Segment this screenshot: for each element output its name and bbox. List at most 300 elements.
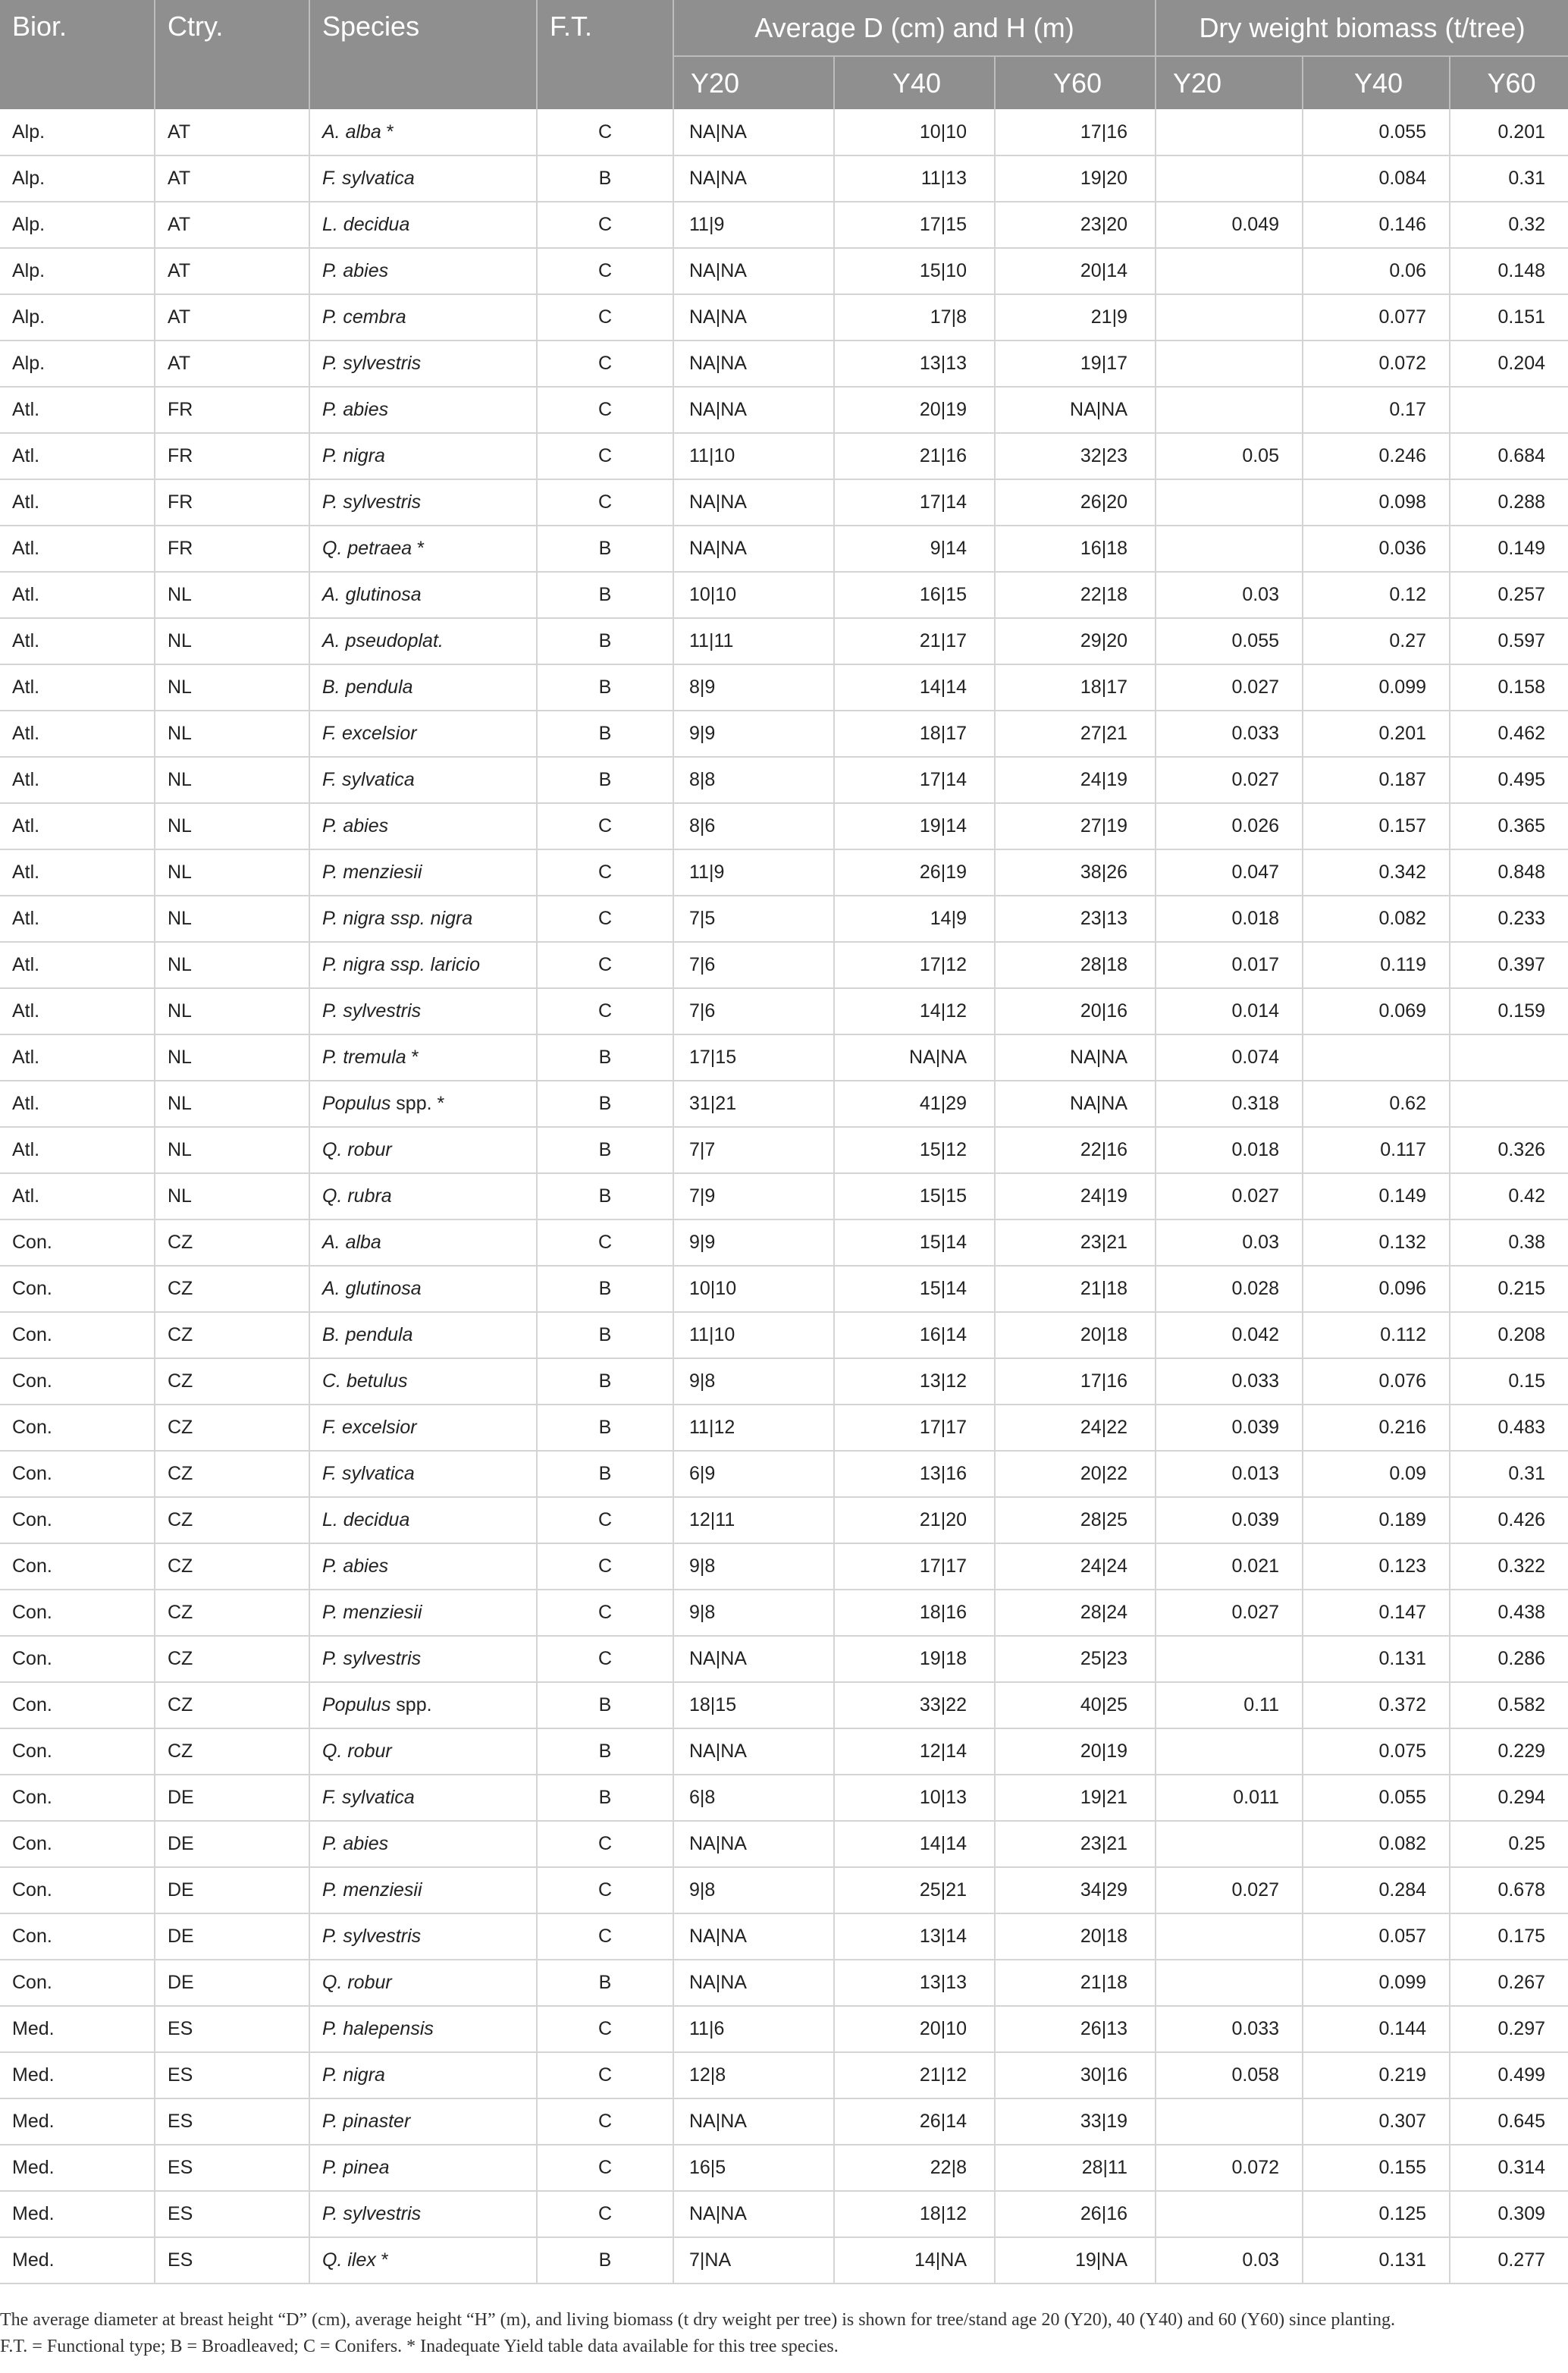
cell-dh-y40: 21|20: [834, 1497, 995, 1543]
cell-dh-y20: 12|8: [673, 2052, 834, 2098]
cell-species: [309, 1127, 537, 1173]
species-name: P. menziesii: [322, 1879, 422, 1901]
table-row: [0, 1682, 1568, 1728]
cell-ft: C: [537, 942, 673, 988]
cell-dh-y60: 28|11: [995, 2145, 1156, 2191]
cell-species: [309, 757, 537, 803]
cell-dh-y40: 13|14: [834, 1913, 995, 1960]
cell-ft: C: [537, 1543, 673, 1590]
table-row: [0, 387, 1568, 433]
species-name: C. betulus: [322, 1370, 408, 1392]
cell-bior: Med.: [0, 2052, 155, 2098]
cell-dh-y60: 24|19: [995, 757, 1156, 803]
table-row: [0, 1590, 1568, 1636]
cell-bm-y20: [1156, 526, 1303, 572]
cell-bm-y20: [1156, 1960, 1303, 2006]
cell-bior: Atl.: [0, 433, 155, 479]
cell-dh-y20: 7|5: [673, 896, 834, 942]
cell-dh-y60: 20|14: [995, 248, 1156, 294]
cell-bior: Con.: [0, 1266, 155, 1312]
cell-bm-y60: 0.159: [1450, 988, 1568, 1034]
cell-dh-y60: 20|16: [995, 988, 1156, 1034]
cell-dh-y20: 9|9: [673, 711, 834, 757]
cell-dh-y60: 21|9: [995, 294, 1156, 341]
cell-bm-y60: 0.322: [1450, 1543, 1568, 1590]
cell-bm-y20: [1156, 2191, 1303, 2237]
species-name: Q. ilex: [322, 2249, 376, 2271]
table-row: [0, 1219, 1568, 1266]
cell-dh-y20: 9|8: [673, 1867, 834, 1913]
cell-dh-y40: 14|9: [834, 896, 995, 942]
cell-dh-y40: 9|14: [834, 526, 995, 572]
cell-bior: Con.: [0, 1728, 155, 1775]
cell-bm-y40: 0.082: [1303, 1821, 1450, 1867]
cell-ctry: NL: [155, 1173, 309, 1219]
cell-ctry: ES: [155, 2006, 309, 2052]
col-header-dh-y60: Y60: [995, 56, 1156, 109]
cell-dh-y40: 15|15: [834, 1173, 995, 1219]
cell-bm-y60: 0.365: [1450, 803, 1568, 849]
cell-bm-y20: [1156, 341, 1303, 387]
table-row: [0, 155, 1568, 202]
cell-bior: Atl.: [0, 988, 155, 1034]
cell-bm-y20: 0.03: [1156, 1219, 1303, 1266]
table-row: [0, 2052, 1568, 2098]
cell-bm-y60: 0.15: [1450, 1358, 1568, 1405]
cell-species: [309, 2191, 537, 2237]
cell-species: [309, 664, 537, 711]
cell-ctry: ES: [155, 2237, 309, 2284]
cell-ctry: NL: [155, 942, 309, 988]
cell-bm-y40: 0.284: [1303, 1867, 1450, 1913]
cell-bm-y60: 0.175: [1450, 1913, 1568, 1960]
table-row: [0, 988, 1568, 1034]
cell-bm-y20: 0.027: [1156, 1867, 1303, 1913]
cell-bior: Alp.: [0, 341, 155, 387]
cell-dh-y60: NA|NA: [995, 387, 1156, 433]
cell-bm-y20: 0.027: [1156, 1590, 1303, 1636]
species-name: A. alba: [322, 121, 381, 143]
cell-ctry: CZ: [155, 1636, 309, 1682]
cell-ft: C: [537, 1497, 673, 1543]
cell-dh-y20: 16|5: [673, 2145, 834, 2191]
cell-species: [309, 1543, 537, 1590]
species-name: Q. robur: [322, 1972, 392, 1993]
cell-bm-y20: [1156, 1821, 1303, 1867]
cell-species: [309, 1682, 537, 1728]
cell-dh-y20: 11|9: [673, 849, 834, 896]
cell-dh-y60: 20|19: [995, 1728, 1156, 1775]
cell-species: [309, 294, 537, 341]
cell-bm-y20: 0.03: [1156, 572, 1303, 618]
col-header-bm-y60: Y60: [1450, 56, 1568, 109]
cell-species: [309, 2006, 537, 2052]
cell-bior: Alp.: [0, 155, 155, 202]
cell-ctry: NL: [155, 1127, 309, 1173]
cell-bior: Alp.: [0, 248, 155, 294]
cell-dh-y40: 19|14: [834, 803, 995, 849]
cell-bm-y20: [1156, 1728, 1303, 1775]
cell-dh-y20: 6|9: [673, 1451, 834, 1497]
cell-bm-y40: 0.155: [1303, 2145, 1450, 2191]
cell-ctry: ES: [155, 2098, 309, 2145]
cell-dh-y40: 16|14: [834, 1312, 995, 1358]
cell-dh-y40: 13|12: [834, 1358, 995, 1405]
cell-bior: Con.: [0, 1358, 155, 1405]
cell-bm-y60: 0.151: [1450, 294, 1568, 341]
cell-bm-y60: 0.397: [1450, 942, 1568, 988]
cell-dh-y20: 9|9: [673, 1219, 834, 1266]
table-row: [0, 2006, 1568, 2052]
table-row: [0, 942, 1568, 988]
cell-species: [309, 1034, 537, 1081]
cell-dh-y40: 26|19: [834, 849, 995, 896]
cell-dh-y60: 20|18: [995, 1312, 1156, 1358]
cell-species: [309, 849, 537, 896]
cell-dh-y40: 17|15: [834, 202, 995, 248]
cell-bm-y40: 0.082: [1303, 896, 1450, 942]
cell-dh-y60: 17|16: [995, 109, 1156, 155]
cell-bm-y40: 0.09: [1303, 1451, 1450, 1497]
cell-ft: C: [537, 1913, 673, 1960]
cell-dh-y40: 18|17: [834, 711, 995, 757]
cell-bm-y20: 0.05: [1156, 433, 1303, 479]
cell-dh-y40: 17|17: [834, 1543, 995, 1590]
cell-species: [309, 1775, 537, 1821]
cell-bior: Atl.: [0, 1127, 155, 1173]
cell-bior: Atl.: [0, 896, 155, 942]
cell-ctry: NL: [155, 618, 309, 664]
col-header-dh-y20: Y20: [673, 56, 834, 109]
cell-dh-y40: 15|14: [834, 1266, 995, 1312]
cell-bm-y60: 0.597: [1450, 618, 1568, 664]
cell-bm-y20: [1156, 1636, 1303, 1682]
cell-ctry: DE: [155, 1775, 309, 1821]
species-name: P. sylvestris: [322, 353, 422, 374]
cell-species: [309, 1173, 537, 1219]
cell-ft: C: [537, 2006, 673, 2052]
cell-species: [309, 1636, 537, 1682]
cell-ft: C: [537, 1867, 673, 1913]
cell-dh-y20: 7|6: [673, 988, 834, 1034]
cell-dh-y60: 26|20: [995, 479, 1156, 526]
table-row: [0, 1173, 1568, 1219]
cell-bior: Con.: [0, 1451, 155, 1497]
cell-species: [309, 1821, 537, 1867]
table-row: [0, 1451, 1568, 1497]
cell-bm-y20: 0.021: [1156, 1543, 1303, 1590]
cell-ft: B: [537, 1358, 673, 1405]
cell-dh-y20: NA|NA: [673, 387, 834, 433]
species-name: A. alba: [322, 1232, 381, 1253]
cell-dh-y20: 6|8: [673, 1775, 834, 1821]
species-name: P. halepensis: [322, 2018, 434, 2039]
cell-species: [309, 1266, 537, 1312]
cell-bior: Con.: [0, 1960, 155, 2006]
cell-ctry: DE: [155, 1821, 309, 1867]
cell-bm-y60: 0.848: [1450, 849, 1568, 896]
cell-ctry: FR: [155, 526, 309, 572]
cell-bm-y60: 0.229: [1450, 1728, 1568, 1775]
cell-ft: B: [537, 1405, 673, 1451]
cell-dh-y60: 24|19: [995, 1173, 1156, 1219]
cell-bm-y20: 0.074: [1156, 1034, 1303, 1081]
cell-dh-y20: NA|NA: [673, 526, 834, 572]
cell-dh-y20: NA|NA: [673, 341, 834, 387]
cell-bior: Alp.: [0, 294, 155, 341]
cell-bm-y60: 0.32: [1450, 202, 1568, 248]
cell-dh-y20: NA|NA: [673, 1960, 834, 2006]
cell-ft: B: [537, 1451, 673, 1497]
cell-ctry: NL: [155, 757, 309, 803]
col-group-dh: Average D (cm) and H (m): [673, 0, 1156, 56]
cell-bm-y40: 0.17: [1303, 387, 1450, 433]
cell-bm-y20: 0.033: [1156, 2006, 1303, 2052]
cell-species: [309, 896, 537, 942]
species-name: Q. rubra: [322, 1185, 392, 1207]
cell-bm-y40: 0.147: [1303, 1590, 1450, 1636]
cell-bm-y40: 0.123: [1303, 1543, 1450, 1590]
cell-dh-y20: 9|8: [673, 1543, 834, 1590]
cell-dh-y20: NA|NA: [673, 479, 834, 526]
cell-ft: C: [537, 1821, 673, 1867]
table-row: [0, 1405, 1568, 1451]
species-name: P. abies: [322, 260, 389, 281]
cell-bior: Con.: [0, 1219, 155, 1266]
cell-ctry: DE: [155, 1960, 309, 2006]
cell-bior: Con.: [0, 1497, 155, 1543]
table-row: [0, 1358, 1568, 1405]
cell-dh-y40: 21|12: [834, 2052, 995, 2098]
table-row: [0, 248, 1568, 294]
cell-bm-y60: [1450, 1034, 1568, 1081]
cell-dh-y40: 21|17: [834, 618, 995, 664]
cell-bm-y20: 0.027: [1156, 1173, 1303, 1219]
cell-ctry: ES: [155, 2052, 309, 2098]
cell-bm-y60: 0.426: [1450, 1497, 1568, 1543]
cell-bm-y60: 0.31: [1450, 1451, 1568, 1497]
table-row: [0, 109, 1568, 155]
cell-ft: B: [537, 711, 673, 757]
cell-ctry: AT: [155, 155, 309, 202]
cell-ctry: DE: [155, 1867, 309, 1913]
cell-bm-y20: 0.042: [1156, 1312, 1303, 1358]
table-row: [0, 1636, 1568, 1682]
cell-ft: C: [537, 433, 673, 479]
species-note: *: [381, 121, 394, 143]
cell-bm-y20: 0.049: [1156, 202, 1303, 248]
cell-bm-y60: 0.31: [1450, 155, 1568, 202]
cell-bm-y60: 0.201: [1450, 109, 1568, 155]
cell-dh-y40: 14|14: [834, 1821, 995, 1867]
cell-species: [309, 479, 537, 526]
cell-species: [309, 155, 537, 202]
cell-dh-y60: 26|16: [995, 2191, 1156, 2237]
cell-species: [309, 1081, 537, 1127]
cell-bm-y60: 0.158: [1450, 664, 1568, 711]
species-name: B. pendula: [322, 1324, 413, 1345]
cell-bm-y40: 0.149: [1303, 1173, 1450, 1219]
cell-bm-y20: 0.11: [1156, 1682, 1303, 1728]
table-row: [0, 711, 1568, 757]
cell-bm-y20: [1156, 109, 1303, 155]
col-header-bm-y40: Y40: [1303, 56, 1450, 109]
cell-bm-y20: 0.018: [1156, 896, 1303, 942]
cell-ft: B: [537, 1173, 673, 1219]
table-row: [0, 1728, 1568, 1775]
species-name: A. pseudoplat.: [322, 630, 444, 651]
cell-bm-y60: 0.257: [1450, 572, 1568, 618]
cell-bm-y40: 0.055: [1303, 1775, 1450, 1821]
cell-ft: C: [537, 341, 673, 387]
cell-bm-y40: 0.307: [1303, 2098, 1450, 2145]
cell-dh-y20: 8|9: [673, 664, 834, 711]
cell-bior: Atl.: [0, 849, 155, 896]
cell-ctry: AT: [155, 202, 309, 248]
cell-bm-y40: 0.057: [1303, 1913, 1450, 1960]
cell-bior: Con.: [0, 1636, 155, 1682]
table-row: [0, 2191, 1568, 2237]
cell-ctry: CZ: [155, 1405, 309, 1451]
cell-species: [309, 1497, 537, 1543]
table-row: [0, 757, 1568, 803]
cell-bior: Med.: [0, 2237, 155, 2284]
cell-dh-y40: 15|10: [834, 248, 995, 294]
cell-species: [309, 2145, 537, 2191]
cell-dh-y40: 21|16: [834, 433, 995, 479]
cell-dh-y60: 23|13: [995, 896, 1156, 942]
cell-bior: Atl.: [0, 711, 155, 757]
cell-bm-y40: 0.12: [1303, 572, 1450, 618]
cell-bm-y60: 0.286: [1450, 1636, 1568, 1682]
col-header-dh-y40: Y40: [834, 56, 995, 109]
cell-dh-y20: 10|10: [673, 572, 834, 618]
species-name: P. nigra ssp. laricio: [322, 954, 480, 975]
col-header-ctry: Ctry.: [155, 0, 309, 109]
cell-bm-y60: 0.38: [1450, 1219, 1568, 1266]
cell-bm-y40: 0.219: [1303, 2052, 1450, 2098]
cell-dh-y60: 22|18: [995, 572, 1156, 618]
cell-dh-y20: NA|NA: [673, 2191, 834, 2237]
cell-dh-y40: 17|14: [834, 479, 995, 526]
col-header-bm-y20: Y20: [1156, 56, 1303, 109]
cell-ft: B: [537, 1127, 673, 1173]
species-name: P. pinea: [322, 2157, 390, 2178]
cell-bm-y20: [1156, 248, 1303, 294]
cell-dh-y60: 27|21: [995, 711, 1156, 757]
cell-dh-y40: 12|14: [834, 1728, 995, 1775]
cell-dh-y60: 17|16: [995, 1358, 1156, 1405]
cell-bm-y20: 0.072: [1156, 2145, 1303, 2191]
cell-ft: C: [537, 479, 673, 526]
cell-ctry: NL: [155, 572, 309, 618]
cell-ctry: NL: [155, 849, 309, 896]
cell-dh-y40: 13|13: [834, 341, 995, 387]
cell-species: [309, 202, 537, 248]
cell-bm-y60: 0.684: [1450, 433, 1568, 479]
cell-species: [309, 109, 537, 155]
cell-species: [309, 2098, 537, 2145]
cell-bm-y60: 0.208: [1450, 1312, 1568, 1358]
cell-bm-y20: 0.318: [1156, 1081, 1303, 1127]
cell-dh-y40: 25|21: [834, 1867, 995, 1913]
cell-dh-y40: 18|12: [834, 2191, 995, 2237]
cell-bm-y60: 0.25: [1450, 1821, 1568, 1867]
species-name: Q. robur: [322, 1139, 392, 1160]
table-row: [0, 618, 1568, 664]
cell-species: [309, 1960, 537, 2006]
cell-bm-y60: 0.148: [1450, 248, 1568, 294]
cell-bm-y60: 0.309: [1450, 2191, 1568, 2237]
species-name: F. excelsior: [322, 723, 417, 744]
cell-bm-y60: 0.326: [1450, 1127, 1568, 1173]
cell-dh-y60: 19|17: [995, 341, 1156, 387]
table-row: [0, 1081, 1568, 1127]
species-name: P. nigra ssp. nigra: [322, 908, 473, 929]
cell-bm-y20: 0.018: [1156, 1127, 1303, 1173]
cell-ctry: AT: [155, 109, 309, 155]
cell-bior: Atl.: [0, 572, 155, 618]
cell-ctry: CZ: [155, 1219, 309, 1266]
species-name: F. sylvatica: [322, 1463, 415, 1484]
cell-species: [309, 803, 537, 849]
cell-dh-y40: 14|14: [834, 664, 995, 711]
species-name: P. nigra: [322, 445, 385, 466]
cell-ctry: FR: [155, 387, 309, 433]
cell-dh-y20: 9|8: [673, 1358, 834, 1405]
cell-dh-y20: 9|8: [673, 1590, 834, 1636]
cell-bm-y60: 0.277: [1450, 2237, 1568, 2284]
cell-ctry: CZ: [155, 1358, 309, 1405]
cell-ctry: FR: [155, 479, 309, 526]
table-row: [0, 896, 1568, 942]
cell-dh-y60: 24|22: [995, 1405, 1156, 1451]
cell-ctry: CZ: [155, 1451, 309, 1497]
cell-bm-y60: 0.314: [1450, 2145, 1568, 2191]
species-name: Q. robur: [322, 1741, 392, 1762]
cell-bm-y60: 0.499: [1450, 2052, 1568, 2098]
cell-bm-y40: 0.216: [1303, 1405, 1450, 1451]
species-name: P. sylvestris: [322, 1000, 422, 1022]
species-name: F. sylvatica: [322, 168, 415, 189]
cell-bm-y40: 0.096: [1303, 1266, 1450, 1312]
cell-bm-y40: 0.084: [1303, 155, 1450, 202]
table-header: [0, 0, 1568, 109]
cell-dh-y40: 20|10: [834, 2006, 995, 2052]
cell-dh-y20: 11|11: [673, 618, 834, 664]
cell-bm-y40: 0.119: [1303, 942, 1450, 988]
cell-ft: C: [537, 2098, 673, 2145]
cell-dh-y20: 11|12: [673, 1405, 834, 1451]
cell-bm-y60: 0.483: [1450, 1405, 1568, 1451]
table-row: [0, 1127, 1568, 1173]
species-name: B. pendula: [322, 676, 413, 698]
cell-ft: B: [537, 618, 673, 664]
cell-ctry: CZ: [155, 1312, 309, 1358]
cell-bm-y20: [1156, 155, 1303, 202]
cell-bm-y40: 0.189: [1303, 1497, 1450, 1543]
cell-bm-y40: 0.125: [1303, 2191, 1450, 2237]
cell-bm-y20: 0.033: [1156, 711, 1303, 757]
cell-dh-y20: 17|15: [673, 1034, 834, 1081]
table-row: [0, 2237, 1568, 2284]
cell-ctry: AT: [155, 248, 309, 294]
cell-bm-y40: 0.098: [1303, 479, 1450, 526]
cell-ft: B: [537, 155, 673, 202]
cell-dh-y60: 18|17: [995, 664, 1156, 711]
cell-bm-y60: 0.678: [1450, 1867, 1568, 1913]
table-row: [0, 2098, 1568, 2145]
